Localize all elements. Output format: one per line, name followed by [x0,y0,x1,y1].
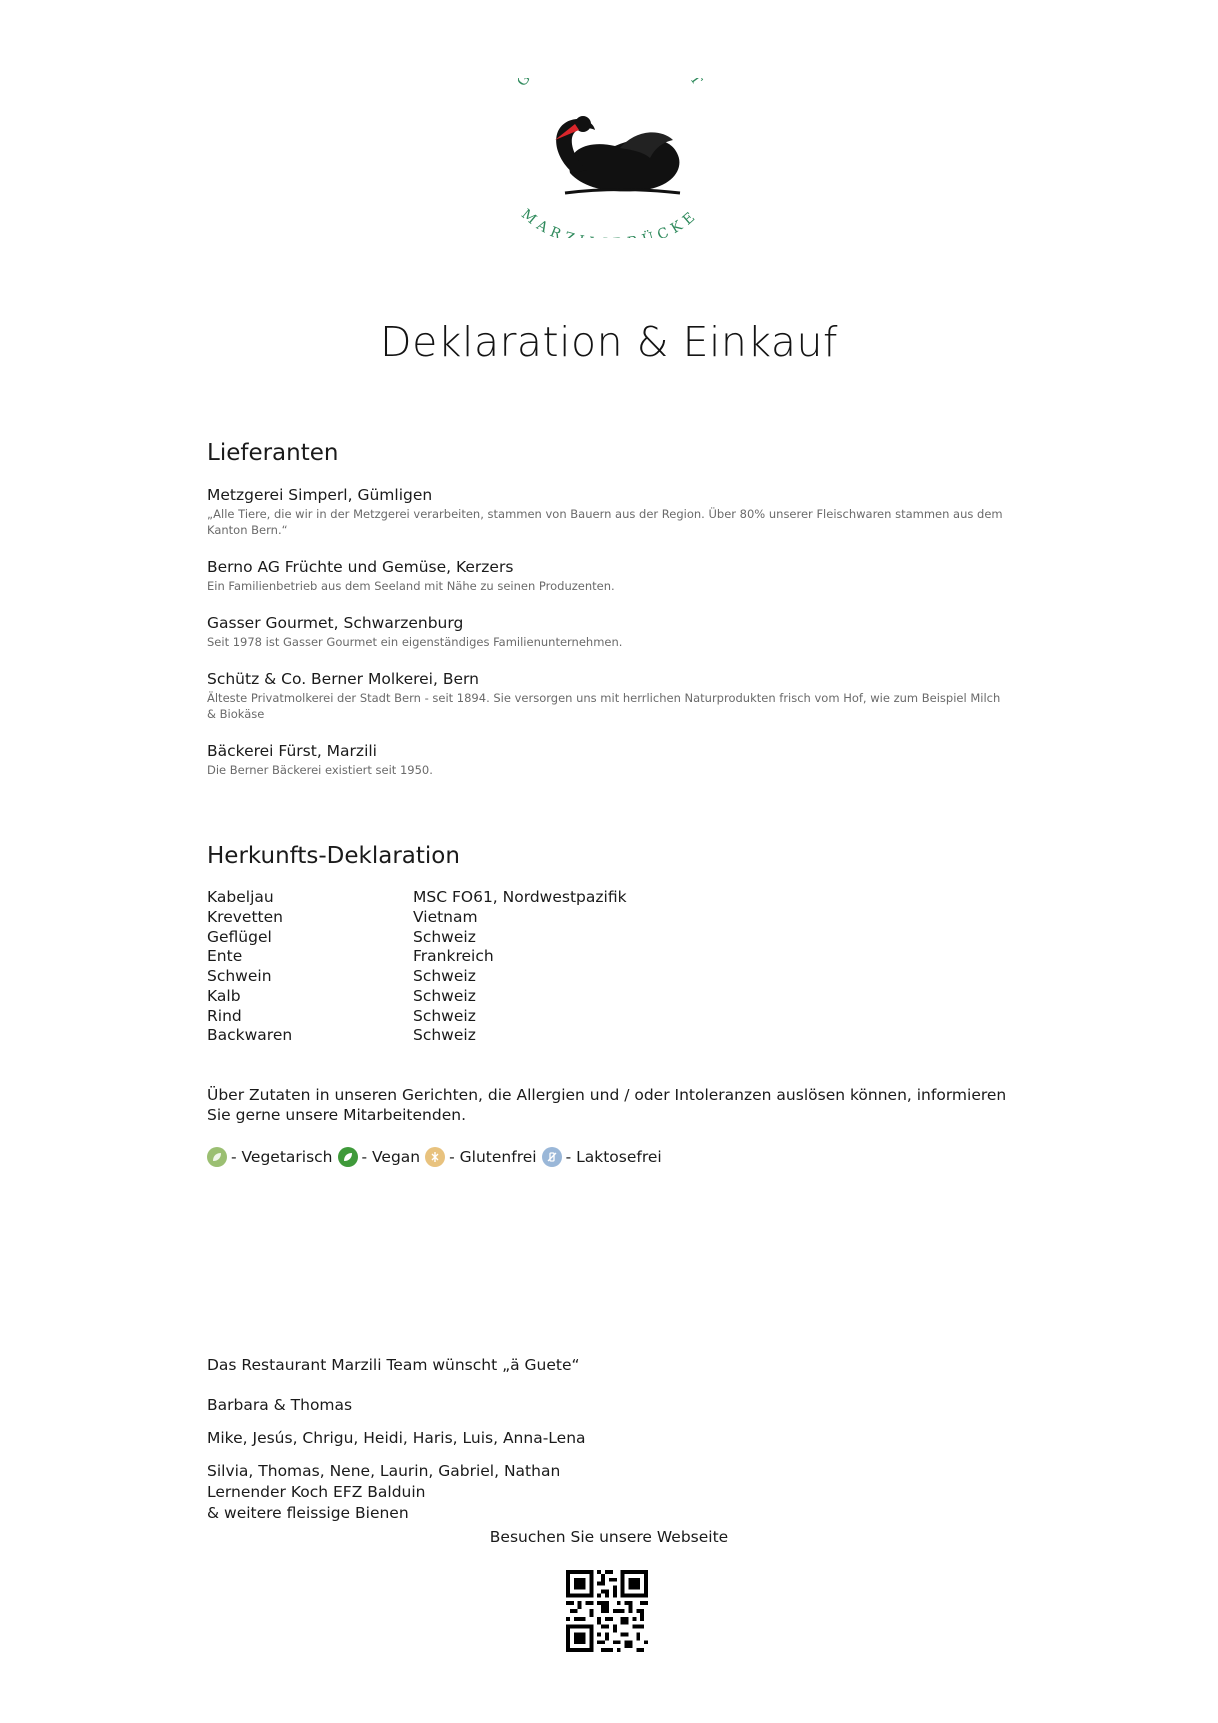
logo-bottom-text: MAR CKE [518,206,702,238]
supplier-item [207,614,1007,650]
suppliers-heading: Lieferanten [207,440,339,466]
origin-product: Ente [207,947,243,965]
page-title: Deklaration & Einkauf [380,318,838,366]
origin-country: Schweiz [413,1026,476,1044]
origin-country: Vietnam [413,908,478,926]
website-label: Besuchen Sie unsere Webseite [489,1528,729,1546]
supplier-description: „Alle Tiere, die wir in der Metzgerei verarbeiten, stammen von Bauern aus der Region. Über 80% unserer Fleischwaren stammen aus dem Kanton Bern.“ [207,507,1003,537]
origin-country: Frankreich [413,947,494,965]
team-apprentice: Lernender Koch EFZ Balduin [207,1483,426,1501]
origin-product: Kalb [207,987,241,1005]
vegetarian-icon [207,1147,227,1167]
origin-product: Geflügel [207,928,272,946]
team-wish: Das Restaurant Marzili Team wünscht „ä Guete“ [207,1356,580,1374]
supplier-item [207,486,1007,538]
restaurant-logo [495,78,725,238]
qr-code[interactable] [566,1570,648,1652]
supplier-item [207,670,1007,722]
origin-heading: Herkunfts-Deklaration [207,843,460,869]
supplier-name: Bäckerei Fürst, Marzili [207,742,377,760]
diet-legend [207,1147,667,1167]
supplier-description: Älteste Privatmolkerei der Stadt Bern - seit 1894. Sie versorgen uns mit herrlichen Naturprodukten frisch vom Hof, wie zum Beispiel Milch & Biokäse [207,691,1001,721]
gluten-free-icon [425,1147,445,1167]
team-owners: Barbara & Thomas [207,1396,353,1414]
supplier-description: Die Berner Bäckerei existiert seit 1950. [207,763,433,777]
team-service: Mike, Jesús, Chrigu, Heidi, Haris, Luis, Anna-Lena [207,1429,586,1447]
supplier-name: Metzgerei Simperl, Gümligen [207,486,433,504]
supplier-description: Seit 1978 ist Gasser Gourmet ein eigenständiges Familienunternehmen. [207,635,623,649]
supplier-name: Schütz & Co. Berner Molkerei, Bern [207,670,479,688]
supplier-item [207,742,1007,778]
origin-country: Schweiz [413,1007,476,1025]
team-kitchen: Silvia, Thomas, Nene, Laurin, Gabriel, Nathan [207,1462,561,1480]
origin-product: Backwaren [207,1026,293,1044]
origin-country: Schweiz [413,987,476,1005]
origin-country: Schweiz [413,928,476,946]
supplier-name: Berno AG Früchte und Gemüse, Kerzers [207,558,514,576]
black-swan-icon [555,116,680,193]
origin-country: Schweiz [413,967,476,985]
supplier-description: Ein Familienbetrieb aus dem Seeland mit Nähe zu seinen Produzenten. [207,579,615,593]
legend-label-gluten-free: - Glutenfrei [449,1148,537,1166]
allergen-note: Über Zutaten in unseren Gerichten, die Allergien und / oder Intoleranzen auslösen können, informieren Sie gerne unsere Mitarbeitenden. [207,1086,1007,1124]
supplier-item [207,558,1007,594]
vegan-icon [338,1147,358,1167]
origin-country: MSC FO61, Nordwestpazifik [413,888,627,906]
origin-product: Rind [207,1007,242,1025]
legend-label-vegetarian: - Vegetarisch [231,1148,333,1166]
supplier-name: Gasser Gourmet, Schwarzenburg [207,614,464,632]
logo-top-text: G T [514,78,706,90]
origin-product: Kabeljau [207,888,274,906]
lactose-free-icon [542,1147,562,1167]
legend-label-vegan: - Vegan [361,1148,421,1166]
team-others: & weitere fleissige Bienen [207,1504,409,1522]
origin-product: Schwein [207,967,272,985]
origin-product: Krevetten [207,908,283,926]
legend-label-lactose-free: - Laktosefrei [565,1148,662,1166]
